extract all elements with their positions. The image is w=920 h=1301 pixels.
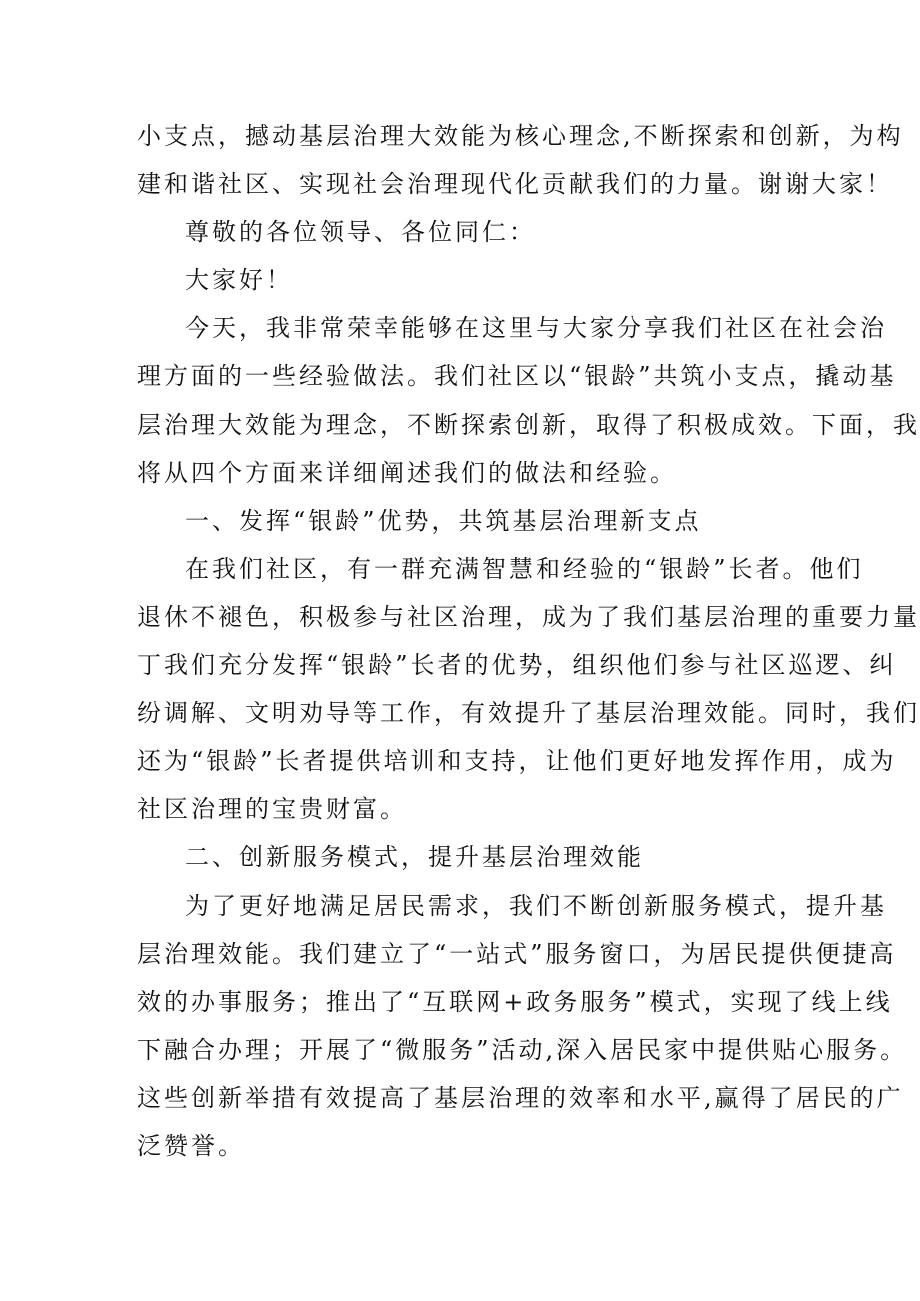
document-body	[137, 112, 920, 1170]
text-line: 层治理大效能为理念，不断探索创新，取得了积极成效。下面，我	[137, 410, 920, 439]
text-line: 还为“银龄”长者提供培训和支持，让他们更好地发挥作用，成为	[137, 747, 897, 776]
text-line: 纷调解、文明劝导等工作，有效提升了基层治理效能。同时，我们	[137, 699, 920, 728]
text-line: 泛赞誉。	[137, 1131, 245, 1160]
greeting: 大家好！	[185, 266, 293, 295]
text-line: 为了更好地满足居民需求，我们不断创新服务模式，提升基	[185, 891, 887, 920]
text-line: 层治理效能。我们建立了“一站式”服务窗口，为居民提供便捷高	[137, 939, 897, 968]
text-line: 小支点，撼动基层治理大效能为核心理念,不断探索和创新，为构	[137, 122, 904, 150]
text-line: 下融合办理；开展了“微服务”活动,深入居民家中提供贴心服务。	[137, 1035, 908, 1064]
text-line: 丁我们充分发挥“银龄”长者的优势，组织他们参与社区巡逻、纠	[137, 651, 897, 680]
text-line: 退休不褪色，积极参与社区治理，成为了我们基层治理的重要力量	[137, 602, 920, 631]
text-line: 在我们社区，有一群充满智慧和经验的“银龄”长者。他们	[185, 554, 864, 583]
text-line: 效的办事服务；推出了“互联网+政务服务”模式，实现了线上线	[137, 987, 893, 1016]
text-line: 社区治理的宝贵财富。	[137, 795, 407, 824]
section-heading: 二、创新服务模式，提升基层治理效能	[185, 843, 644, 872]
text-line: 理方面的一些经验做法。我们社区以“银龄”共筑小支点，撬动基	[137, 362, 897, 391]
text-line: 建和谐社区、实现社会治理现代化贡献我们的力量。谢谢大家！	[137, 170, 893, 199]
section-heading: 一、发挥“银龄”优势，共筑基层治理新支点	[185, 506, 702, 535]
text-line: 将从四个方面来详细阐述我们的做法和经验。	[137, 458, 677, 487]
salutation: 尊敬的各位领导、各位同仁：	[185, 218, 536, 247]
text-line: 这些创新举措有效提高了基层治理的效率和水平,赢得了居民的广	[137, 1083, 904, 1112]
text-line: 今天，我非常荣幸能够在这里与大家分享我们社区在社会治	[185, 314, 887, 343]
